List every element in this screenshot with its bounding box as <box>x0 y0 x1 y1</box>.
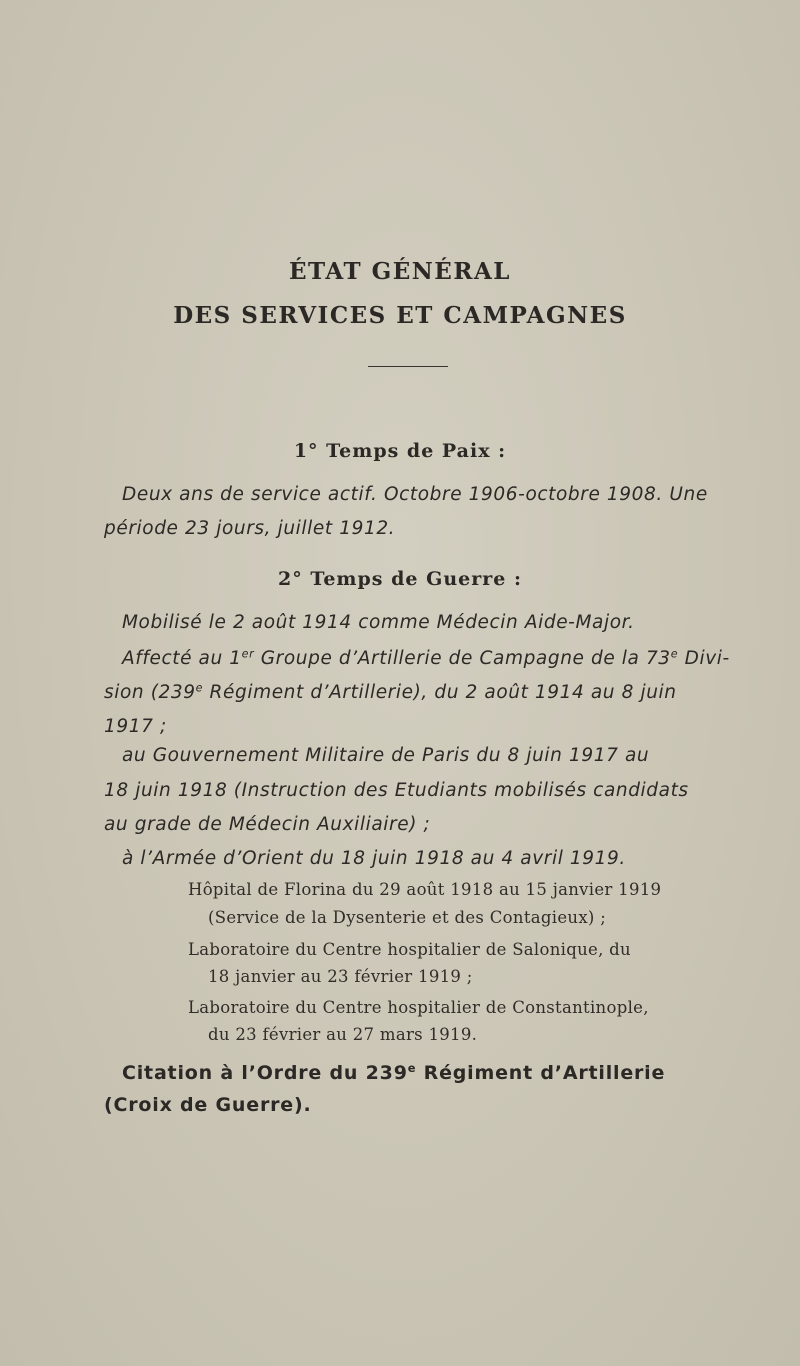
war-heading: 2° Temps de Guerre : <box>278 568 522 590</box>
war-affecte-line-1: Affecté au 1er Groupe d’Artillerie de Campagne de la 73e Divi- <box>122 647 730 669</box>
title-line-1: ÉTAT GÉNÉRAL <box>289 258 511 285</box>
war-gouvernement-line-1: au Gouvernement Militaire de Paris du 8 juin 1917 au <box>122 745 650 766</box>
citation-line-1: Citation à l’Ordre du 239e Régiment d’Artillerie <box>122 1061 666 1084</box>
peace-line-2: période 23 jours, juillet 1912. <box>104 518 396 539</box>
war-gouvernement-line-3: au grade de Médecin Auxiliaire) ; <box>104 814 431 835</box>
title-divider <box>368 366 448 367</box>
detail-line-6: du 23 février au 27 mars 1919. <box>208 1025 478 1044</box>
detail-line-1: Hôpital de Florina du 29 août 1918 au 15 janvier 1919 <box>188 880 662 899</box>
war-orient: à l’Armée d’Orient du 18 juin 1918 au 4 avril 1919. <box>122 848 626 869</box>
detail-line-4: 18 janvier au 23 février 1919 ; <box>208 967 473 986</box>
war-gouvernement-line-2: 18 juin 1918 (Instruction des Etudiants mobilisés candidats <box>104 780 689 801</box>
detail-line-2: (Service de la Dysenterie et des Contagieux) ; <box>208 908 607 927</box>
citation-line-2: (Croix de Guerre). <box>104 1094 312 1116</box>
detail-line-5: Laboratoire du Centre hospitalier de Constantinople, <box>188 998 649 1017</box>
title-line-2: DES SERVICES ET CAMPAGNES <box>173 302 627 329</box>
peace-heading: 1° Temps de Paix : <box>293 440 507 462</box>
war-affecte-line-2: sion (239e Régiment d’Artillerie), du 2 août 1914 au 8 juin <box>104 681 677 703</box>
war-mobilise: Mobilisé le 2 août 1914 comme Médecin Aide-Major. <box>122 612 635 633</box>
war-affecte-line-3: 1917 ; <box>104 716 167 737</box>
peace-line-1: Deux ans de service actif. Octobre 1906-octobre 1908. Une <box>122 484 708 505</box>
detail-line-3: Laboratoire du Centre hospitalier de Salonique, du <box>188 940 631 959</box>
